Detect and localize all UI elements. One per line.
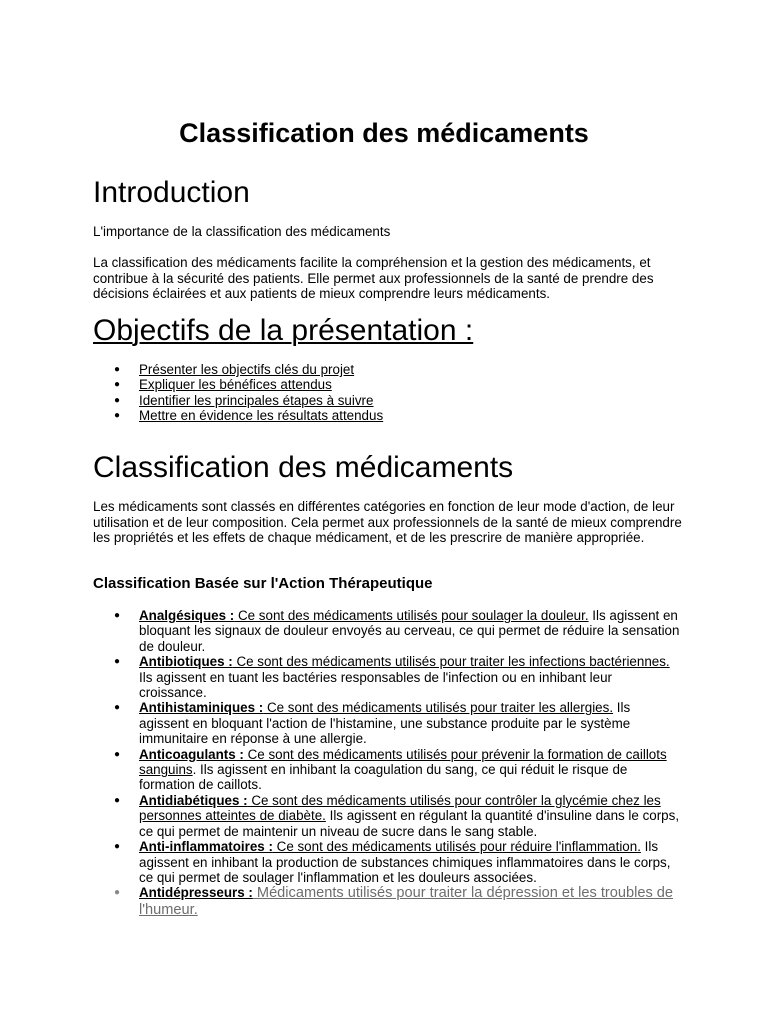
drug-class-definition: Ce sont des médicaments utilisés pour traiter les allergies. bbox=[263, 700, 614, 716]
introduction-paragraph: La classification des médicaments facilite la compréhension et la gestion des médicaments, et contribue à la sécurité des patients. Elle permet aux professionnels de la santé de prendre des décisions éclairées et aux patients de mieux comprendre leurs médicaments. bbox=[93, 255, 654, 301]
drug-class-item bbox=[93, 839, 683, 885]
drug-class-item bbox=[93, 654, 683, 700]
drug-class-label: Anticoagulants : bbox=[139, 746, 244, 762]
drug-class-label: Antidépresseurs : bbox=[139, 885, 253, 901]
drug-class-detail: . Ils agissent en inhibant la coagulation du sang, ce qui réduit le risque de formation de caillots. bbox=[139, 762, 628, 793]
drug-class-detail: Ils agissent en inhibant la production de substances chimiques inflammatoires dans le corps, ce qui permet de soulager l'inflammation et les douleurs associées. bbox=[139, 839, 671, 885]
objectives-list bbox=[93, 362, 683, 424]
classification-heading: Classification des médicaments bbox=[93, 451, 514, 484]
drug-class-label: Antibiotiques : bbox=[139, 654, 233, 670]
drug-class-definition: Ce sont des médicaments utilisés pour contrôler la glycémie chez les personnes atteintes de diabète. bbox=[139, 792, 661, 824]
drug-class-item bbox=[93, 608, 683, 654]
drug-class-item bbox=[93, 885, 683, 919]
introduction-heading: Introduction bbox=[93, 176, 250, 209]
classification-paragraph: Les médicaments sont classés en différentes catégories en fonction de leur mode d'action, de leur utilisation et de leur composition. Cela permet aux professionnels de la santé de mieux comprendre les propriétés et les effets de chaque médicament, et de les prescrire de manière appropriée. bbox=[93, 499, 682, 545]
drug-class-detail: Ils agissent en régulant la quantité d'insuline dans le corps, ce qui permet de maintenir un niveau de sucre dans le sang stable. bbox=[139, 808, 680, 839]
objective-text: Présenter les objectifs clés du projet bbox=[139, 362, 355, 377]
drug-class-definition: Ce sont des médicaments utilisés pour traiter les infections bactériennes. bbox=[232, 654, 670, 670]
objective-text: Mettre en évidence les résultats attendus bbox=[139, 408, 384, 424]
objectives-heading: Objectifs de la présentation : bbox=[93, 314, 474, 347]
introduction-subheading: L'importance de la classification des médicaments bbox=[93, 224, 391, 239]
drug-class-detail: Ils agissent en bloquant l'action de l'histamine, une substance produite par le système immunitaire en réponse à une allergie. bbox=[139, 700, 631, 747]
drug-class-detail: Ils agissent en bloquant les signaux de douleur envoyés au cerveau, ce qui permet de réduire la sensation de douleur. bbox=[139, 608, 680, 654]
drug-class-label: Antidiabétiques : bbox=[139, 792, 248, 808]
classification-subheading: Classification Basée sur l'Action Thérapeutique bbox=[93, 575, 433, 592]
drug-class-label: Antihistaminiques : bbox=[139, 700, 264, 716]
objective-item bbox=[93, 377, 683, 392]
drug-class-item bbox=[93, 700, 683, 746]
objective-item bbox=[93, 408, 683, 423]
drug-class-definition: Ce sont des médicaments utilisés pour réduire l'inflammation. bbox=[272, 839, 641, 855]
objective-item bbox=[93, 362, 683, 377]
drug-class-item bbox=[93, 793, 683, 839]
document-title: Classification des médicaments bbox=[179, 118, 589, 148]
objective-text: Expliquer les bénéfices attendus bbox=[139, 377, 332, 393]
drug-class-definition: Médicaments utilisés pour traiter la dépression et les troubles de l'humeur. bbox=[139, 885, 674, 919]
objective-text: Identifier les principales étapes à suivre bbox=[139, 392, 374, 408]
drug-class-list bbox=[93, 608, 683, 919]
drug-class-definition: Ce sont des médicaments utilisés pour soulager la douleur. bbox=[234, 608, 589, 623]
drug-class-item bbox=[93, 747, 683, 793]
drug-class-label: Anti-inflammatoires : bbox=[139, 839, 273, 855]
drug-class-detail: Ils agissent en tuant les bactéries responsables de l'infection ou en inhibant leur croissance. bbox=[139, 669, 613, 701]
drug-class-definition: Ce sont des médicaments utilisés pour prévenir la formation de caillots sanguins bbox=[139, 746, 667, 778]
objective-item bbox=[93, 393, 683, 408]
drug-class-label: Analgésiques : bbox=[139, 608, 235, 623]
